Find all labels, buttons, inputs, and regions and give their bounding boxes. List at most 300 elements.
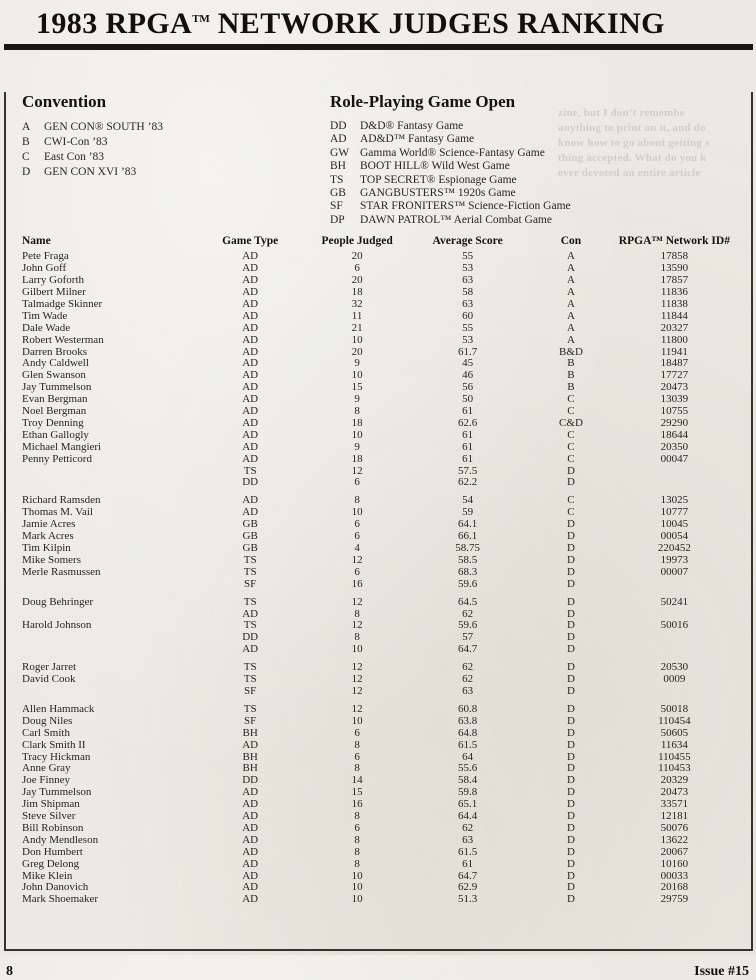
cell-name: Jamie Acres (22, 518, 76, 531)
table-row (22, 728, 735, 740)
cell-network-id: 13590 (660, 262, 689, 275)
cell-con: D (567, 607, 575, 620)
cell-con: D (567, 565, 575, 578)
cell-game-type: SF (244, 577, 257, 590)
cell-con: A (567, 321, 575, 334)
table-row (22, 507, 735, 519)
game-item (330, 200, 571, 213)
cell-network-id: 20350 (660, 440, 689, 453)
cell-con: D (567, 762, 575, 775)
cell-con: D (567, 595, 575, 608)
cell-con: D (567, 821, 575, 834)
cell-network-id: 10045 (660, 518, 689, 531)
cell-name: Andy Mendleson (22, 833, 99, 846)
legend-code: GB (330, 187, 346, 200)
page-title-rest: NETWORK JUDGES RANKING (209, 7, 665, 40)
cell-network-id: 10160 (660, 857, 689, 870)
cell-name: Mark Acres (22, 530, 74, 543)
cell-average-score: 62 (462, 821, 474, 834)
cell-con: C&D (559, 416, 583, 429)
cell-network-id: 17727 (660, 369, 689, 382)
table-row (22, 406, 735, 418)
cell-con: D (567, 798, 575, 811)
cell-game-type: AD (242, 607, 259, 620)
cell-name: Mike Klein (22, 869, 73, 882)
cell-game-type: AD (242, 643, 259, 656)
legend-code: DP (330, 213, 345, 226)
cell-people-judged: 32 (351, 297, 363, 310)
cell-con: C (567, 506, 575, 519)
convention-section (22, 92, 330, 227)
cell-people-judged: 6 (354, 518, 360, 531)
cell-game-type: SF (244, 684, 257, 697)
col-header-people-judged: People Judged (321, 235, 393, 248)
table-row (22, 275, 735, 287)
cell-people-judged: 18 (351, 416, 363, 429)
cell-name: Don Humbert (22, 845, 83, 858)
table-row (22, 674, 735, 686)
cell-name: Mark Shoemaker (22, 893, 99, 906)
cell-con: C (567, 428, 575, 441)
table-row (22, 287, 735, 299)
cell-people-judged: 12 (351, 595, 363, 608)
cell-average-score: 63.8 (457, 714, 478, 727)
cell-average-score: 56 (462, 381, 474, 394)
cell-con: A (567, 285, 575, 298)
cell-name: Noel Bergman (22, 405, 87, 418)
cell-game-type: AD (242, 810, 259, 823)
table-row (22, 662, 735, 674)
cell-name: Doug Niles (22, 714, 73, 727)
legend-label: GEN CON® SOUTH ’83 (44, 121, 163, 133)
table-row (22, 442, 735, 454)
cell-name: Pete Fraga (22, 250, 69, 263)
legend-label: AD&D™ Fantasy Game (360, 133, 475, 146)
cell-name: Steve Silver (22, 810, 76, 823)
cell-average-score: 64.1 (457, 518, 478, 531)
cell-game-type: TS (243, 565, 257, 578)
cell-con: D (567, 869, 575, 882)
cell-people-judged: 12 (351, 684, 363, 697)
cell-average-score: 59.6 (457, 619, 478, 632)
cell-name (22, 644, 193, 656)
table-row (22, 775, 735, 787)
legend-label: BOOT HILL® Wild West Game (360, 160, 510, 173)
cell-game-type: AD (242, 309, 259, 322)
cell-game-type: AD (242, 845, 259, 858)
cell-con: D (567, 577, 575, 590)
cell-name (22, 632, 193, 644)
cell-people-judged: 6 (354, 726, 360, 739)
ghost-line: ever devoted an entire article (558, 167, 701, 179)
cell-game-type: AD (242, 357, 259, 370)
cell-name: Clark Smith II (22, 738, 86, 751)
cell-average-score: 51.3 (457, 893, 478, 906)
cell-game-type: AD (242, 381, 259, 394)
cell-people-judged: 10 (351, 506, 363, 519)
table-row (22, 519, 735, 531)
table-row (22, 704, 735, 716)
cell-network-id: 17857 (660, 274, 689, 287)
table-row (22, 894, 735, 906)
cell-people-judged: 20 (351, 274, 363, 287)
cell-people-judged: 4 (354, 542, 360, 554)
cell-average-score: 60 (462, 309, 474, 322)
cell-network-id (614, 579, 735, 591)
cell-people-judged: 21 (351, 321, 363, 334)
cell-game-type: AD (242, 333, 259, 346)
cell-con: D (567, 786, 575, 799)
legend-code: TS (330, 173, 344, 186)
page-number: 8 (6, 964, 13, 979)
table-row (22, 323, 735, 335)
game-item (330, 187, 571, 200)
cell-con: D (567, 553, 575, 566)
cell-game-type: AD (242, 821, 259, 834)
cell-name: Jim Shipman (22, 798, 80, 811)
cell-con: D (567, 726, 575, 739)
cell-name: Gilbert Milner (22, 285, 86, 298)
cell-network-id: 13025 (660, 494, 689, 507)
game-item (330, 160, 571, 173)
cell-people-judged: 18 (351, 452, 363, 465)
cell-game-type: TS (243, 661, 257, 674)
game-item (330, 120, 571, 133)
cell-con: D (567, 476, 575, 489)
cell-con: A (567, 333, 575, 346)
cell-network-id: 20530 (660, 661, 689, 674)
cell-people-judged: 8 (354, 405, 360, 418)
title-rule (4, 44, 753, 50)
cell-network-id: 18644 (660, 428, 689, 441)
cell-people-judged: 10 (351, 881, 363, 894)
cell-con: D (567, 518, 575, 531)
judges-table-body (22, 251, 735, 906)
cell-game-type: AD (242, 274, 259, 287)
legend-code: AD (330, 133, 347, 146)
cell-average-score: 46 (462, 369, 474, 382)
table-row (22, 579, 735, 591)
cell-network-id: 00047 (660, 452, 689, 465)
cell-network-id: 50605 (660, 726, 689, 739)
cell-people-judged: 8 (354, 762, 360, 775)
cell-con: A (567, 262, 575, 275)
cell-average-score: 63 (462, 274, 474, 287)
cell-people-judged: 8 (354, 607, 360, 620)
col-header-name: Name (22, 235, 51, 248)
cell-game-type: AD (242, 369, 259, 382)
cell-con: D (567, 833, 575, 846)
cell-average-score: 61.5 (457, 845, 478, 858)
cell-network-id: 00007 (660, 565, 689, 578)
legend-label: CWI-Con ’83 (44, 136, 108, 148)
cell-people-judged: 8 (354, 845, 360, 858)
legend-label: D&D® Fantasy Game (360, 120, 464, 132)
cell-network-id: 17858 (660, 250, 689, 263)
cell-average-score: 66.1 (457, 530, 478, 543)
legend-label: East Con ’83 (44, 151, 105, 163)
table-row (22, 644, 735, 656)
cell-con: D (567, 810, 575, 823)
cell-game-type: TS (243, 702, 257, 715)
cell-con: D (567, 702, 575, 715)
cell-name: Tim Kilpin (22, 542, 71, 554)
ghost-line: thing accepted. What do you k (558, 152, 707, 164)
cell-game-type: TS (243, 595, 257, 608)
cell-people-judged: 8 (354, 738, 360, 751)
cell-people-judged: 12 (351, 619, 363, 632)
cell-people-judged: 8 (354, 857, 360, 870)
cell-game-type: AD (242, 345, 259, 358)
cell-network-id: 11634 (660, 738, 688, 751)
cell-game-type: AD (242, 893, 259, 906)
cell-average-score: 63 (462, 297, 474, 310)
cell-con: A (567, 250, 575, 263)
cell-name: Doug Behringer (22, 595, 94, 608)
cell-game-type: AD (242, 494, 259, 507)
cell-name (22, 579, 193, 591)
cell-people-judged: 6 (354, 530, 360, 543)
cell-name: Greg Delong (22, 857, 80, 870)
cell-name: Robert Westerman (22, 333, 104, 346)
cell-people-judged: 12 (351, 673, 363, 686)
convention-heading: Convention (22, 92, 107, 111)
cell-average-score: 62.6 (457, 416, 478, 429)
cell-game-type: AD (242, 798, 259, 811)
cell-game-type: AD (242, 833, 259, 846)
legend-label: GANGBUSTERS™ 1920s Game (360, 187, 516, 200)
table-row (22, 311, 735, 323)
cell-name: Roger Jarret (22, 661, 77, 674)
table-row (22, 299, 735, 311)
cell-network-id: 20067 (660, 845, 689, 858)
cell-con: C (567, 393, 575, 406)
legend-code: GW (330, 146, 350, 159)
cell-name: David Cook (22, 673, 76, 686)
cell-average-score: 58.4 (457, 774, 478, 787)
cell-people-judged: 6 (354, 821, 360, 834)
cell-name: John Goff (22, 262, 67, 275)
legend-code: DD (330, 120, 347, 132)
cell-average-score: 58.75 (455, 542, 480, 554)
cell-name: Anne Gray (22, 762, 71, 775)
table-row (22, 531, 735, 543)
table-row (22, 418, 735, 430)
page-title-main: 1983 RPGA (36, 7, 193, 40)
cell-game-type: AD (242, 285, 259, 298)
cell-network-id: 11844 (660, 309, 688, 322)
trademark-superscript: TM (192, 13, 210, 25)
game-open-section (330, 92, 571, 227)
cell-name: Tim Wade (22, 309, 68, 322)
cell-con: B (567, 357, 575, 370)
content-box (4, 92, 753, 951)
cell-average-score: 64.7 (457, 643, 478, 656)
cell-people-judged: 9 (354, 357, 360, 370)
cell-people-judged: 9 (354, 440, 360, 453)
cell-con: D (567, 714, 575, 727)
cell-network-id: 00033 (660, 869, 689, 882)
cell-people-judged: 16 (351, 798, 363, 811)
cell-con: D (567, 530, 575, 543)
cell-network-id: 33571 (660, 798, 689, 811)
cell-network-id: 11800 (660, 333, 688, 346)
cell-game-type: GB (242, 542, 258, 554)
table-row (22, 871, 735, 883)
cell-average-score: 53 (462, 333, 474, 346)
cell-name: Talmadge Skinner (22, 297, 103, 310)
cell-people-judged: 10 (351, 893, 363, 906)
cell-con: D (567, 857, 575, 870)
cell-name: Penny Petticord (22, 452, 92, 465)
col-header-average-score: Average Score (432, 235, 503, 248)
cell-game-type: AD (242, 428, 259, 441)
cell-name: Dale Wade (22, 321, 71, 334)
cell-name: Larry Goforth (22, 274, 85, 287)
table-row (22, 752, 735, 764)
cell-people-judged: 12 (351, 553, 363, 566)
cell-name: Joe Finney (22, 774, 70, 787)
cell-con: D (567, 631, 575, 644)
cell-people-judged: 10 (351, 333, 363, 346)
cell-con: A (567, 274, 575, 287)
cell-name: Merle Rasmussen (22, 565, 101, 578)
cell-average-score: 64.7 (457, 869, 478, 882)
cell-average-score: 59 (462, 506, 474, 519)
cell-people-judged: 12 (351, 464, 363, 477)
cell-network-id: 19973 (660, 553, 689, 566)
cell-network-id (614, 644, 735, 656)
table-row (22, 567, 735, 579)
cell-name: Darren Brooks (22, 345, 88, 358)
cell-average-score: 62 (462, 673, 474, 686)
cell-network-id: 00054 (660, 530, 689, 543)
cell-average-score: 65.1 (457, 798, 478, 811)
cell-network-id: 50241 (660, 595, 689, 608)
table-row (22, 811, 735, 823)
cell-name: Thomas M. Vail (22, 506, 93, 519)
table-row (22, 847, 735, 859)
cell-network-id: 220452 (657, 542, 691, 554)
cell-game-type: AD (242, 857, 259, 870)
cell-network-id (614, 632, 735, 644)
cell-average-score: 64.4 (457, 810, 478, 823)
table-row (22, 370, 735, 382)
convention-item (22, 165, 330, 180)
table-row (22, 597, 735, 609)
cell-network-id: 110453 (658, 762, 691, 775)
cell-network-id: 50018 (660, 702, 689, 715)
table-row (22, 335, 735, 347)
table-row (22, 787, 735, 799)
cell-average-score: 64.8 (457, 726, 478, 739)
cell-network-id: 29759 (660, 893, 689, 906)
cell-game-type: AD (242, 393, 259, 406)
cell-con: D (567, 661, 575, 674)
cell-average-score: 54 (462, 494, 474, 507)
ghost-line: anything to print on it, and do (558, 122, 706, 134)
cell-con: A (567, 297, 575, 310)
cell-name (22, 477, 193, 489)
cell-game-type: AD (242, 452, 259, 465)
table-row (22, 716, 735, 728)
cell-average-score: 62 (462, 661, 474, 674)
convention-item (22, 135, 330, 150)
legend-label: DAWN PATROL™ Aerial Combat Game (360, 213, 552, 226)
cell-people-judged: 10 (351, 428, 363, 441)
ghost-line: know how to go about getting s (558, 137, 710, 149)
cell-network-id: 50076 (660, 821, 689, 834)
convention-item (22, 150, 330, 165)
judges-table (22, 235, 735, 906)
cell-name: Jay Tummelson (22, 381, 92, 394)
cell-con: D (567, 542, 575, 554)
cell-network-id: 20329 (660, 774, 689, 787)
table-row (22, 382, 735, 394)
cell-people-judged: 20 (351, 345, 363, 358)
cell-average-score: 61 (462, 440, 474, 453)
cell-average-score: 63 (462, 833, 474, 846)
cell-game-type: AD (242, 506, 259, 519)
cell-game-type: AD (242, 250, 259, 263)
table-row (22, 358, 735, 370)
cell-average-score: 58 (462, 285, 474, 298)
cell-network-id: 13039 (660, 393, 689, 406)
cell-average-score: 55 (462, 321, 474, 334)
page-footer (6, 964, 749, 980)
cell-name: Mike Somers (22, 553, 81, 566)
table-row (22, 477, 735, 489)
cell-game-type: AD (242, 405, 259, 418)
cell-network-id: 20473 (660, 381, 689, 394)
legend-label: TOP SECRET® Espionage Game (360, 173, 517, 186)
table-row (22, 835, 735, 847)
cell-con: C (567, 440, 575, 453)
cell-average-score: 59.6 (457, 577, 478, 590)
cell-network-id: 110455 (658, 750, 691, 763)
cell-network-id: 20168 (660, 881, 689, 894)
cell-con: C (567, 494, 575, 507)
legend-label: GEN CON XVI ’83 (44, 166, 137, 178)
cell-average-score: 62.2 (457, 476, 478, 489)
judges-table-header (22, 235, 735, 251)
cell-name: Tracy Hickman (22, 750, 91, 763)
header-row (22, 235, 735, 251)
cell-name (22, 466, 193, 478)
table-row (22, 799, 735, 811)
table-row (22, 394, 735, 406)
table-row (22, 882, 735, 894)
table-row (22, 263, 735, 275)
cell-name: John Danovich (22, 881, 89, 894)
table-row (22, 632, 735, 644)
cell-name: Allen Hammack (22, 702, 95, 715)
game-item (330, 133, 571, 146)
cell-network-id: 11941 (660, 345, 688, 358)
cell-average-score: 62 (462, 607, 474, 620)
cell-game-type: DD (242, 774, 259, 787)
cell-network-id: 10755 (660, 405, 689, 418)
cell-people-judged: 10 (351, 714, 363, 727)
cell-con: A (567, 309, 575, 322)
cell-name: Jay Tummelson (22, 786, 92, 799)
game-item (330, 174, 571, 187)
cell-game-type: AD (242, 738, 259, 751)
cell-game-type: AD (242, 786, 259, 799)
cell-game-type: GB (242, 518, 258, 531)
cell-people-judged: 16 (351, 577, 363, 590)
table-row (22, 555, 735, 567)
